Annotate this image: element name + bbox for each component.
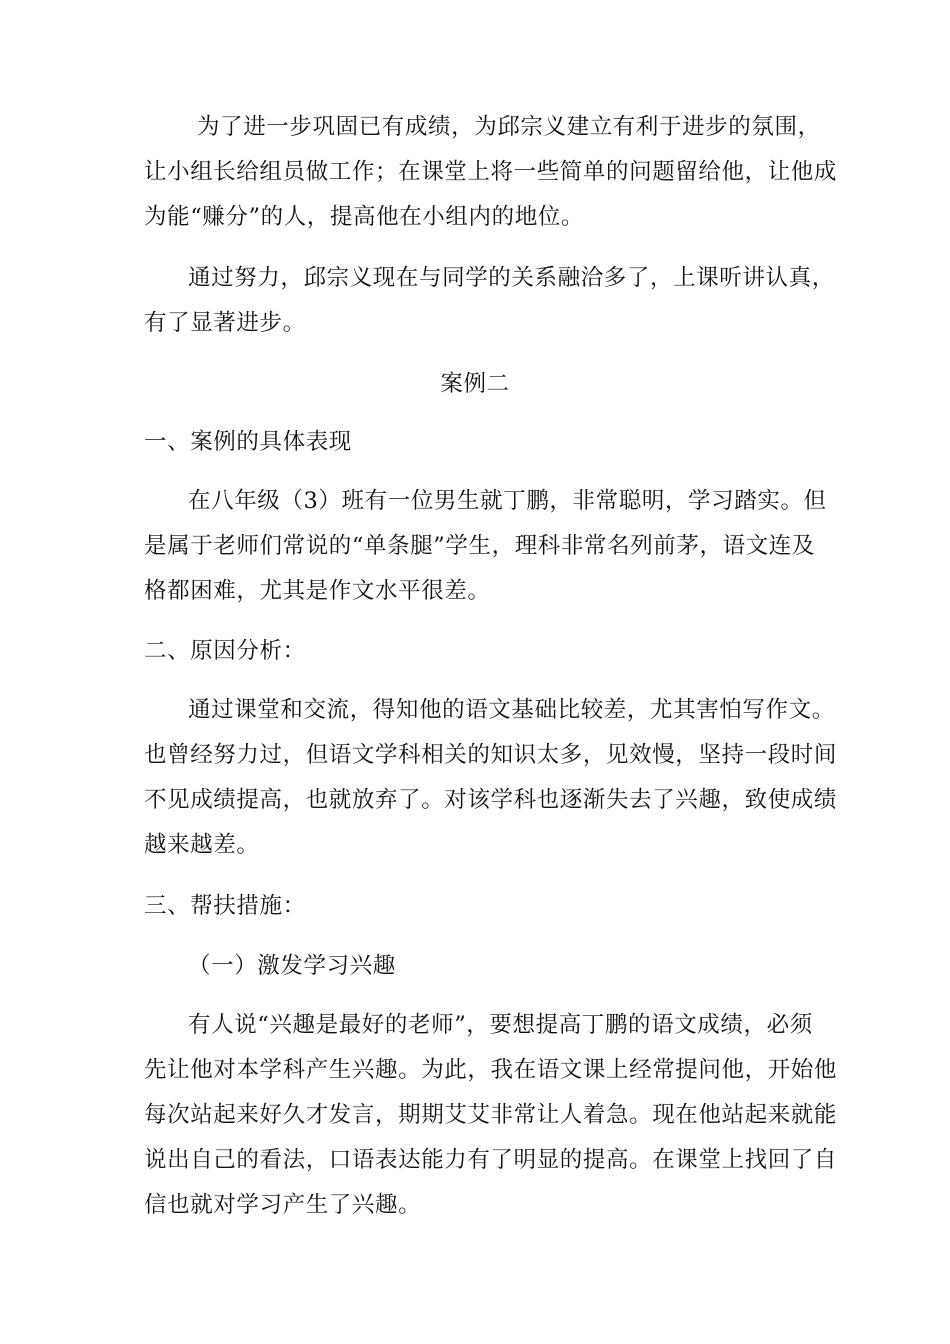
paragraph-1-line-1: 为了进一步巩固已有成绩，为邱宗义建立有利于进步的氛围， (197, 114, 821, 140)
paragraph-5-line-2: 先让他对本学科产生兴趣。为此，我在语文课上经常提问他，开始他 (144, 1057, 838, 1083)
sub-heading-1: （一）激发学习兴趣 (188, 953, 396, 979)
section-heading-3: 三、帮扶措施： (144, 893, 306, 919)
paragraph-1-line-3: 为能“赚分”的人，提高他在小组内的地位。 (144, 204, 585, 230)
paragraph-2-line-2: 有了显著进步。 (144, 310, 306, 336)
paragraph-4-line-2: 也曾经努力过，但语文学科相关的知识太多，见效慢，坚持一段时间 (144, 742, 838, 768)
paragraph-2-line-1: 通过努力，邱宗义现在与同学的关系融洽多了，上课听讲认真， (188, 265, 835, 291)
section-heading-2: 二、原因分析： (144, 638, 306, 664)
paragraph-4-line-1: 通过课堂和交流，得知他的语文基础比较差，尤其害怕写作文。 (188, 697, 835, 723)
paragraph-4-line-4: 越来越差。 (144, 832, 260, 858)
case-title: 案例二 (440, 371, 510, 397)
paragraph-3-line-2: 是属于老师们常说的“单条腿”学生，理科非常名列前茅，语文连及 (144, 533, 816, 559)
paragraph-4-line-3: 不见成绩提高，也就放弃了。对该学科也逐渐失去了兴趣，致使成绩 (144, 787, 838, 813)
paragraph-5-line-4: 说出自己的看法，口语表达能力有了明显的提高。在课堂上找回了自 (144, 1147, 838, 1173)
paragraph-5-line-1: 有人说“兴趣是最好的老师”，要想提高丁鹏的语文成绩，必须 (188, 1012, 813, 1038)
section-heading-1: 一、案例的具体表现 (144, 429, 352, 455)
paragraph-5-line-3: 每次站起来好久才发言，期期艾艾非常让人着急。现在他站起来就能 (144, 1102, 838, 1128)
paragraph-3-line-3: 格都困难，尤其是作文水平很差。 (144, 578, 491, 604)
paragraph-1-line-2: 让小组长给组员做工作；在课堂上将一些简单的问题留给他，让他成 (144, 159, 838, 185)
paragraph-3-line-1: 在八年级（3）班有一位男生就丁鹏，非常聪明，学习踏实。但 (188, 488, 827, 514)
paragraph-5-line-5: 信也就对学习产生了兴趣。 (144, 1192, 422, 1218)
